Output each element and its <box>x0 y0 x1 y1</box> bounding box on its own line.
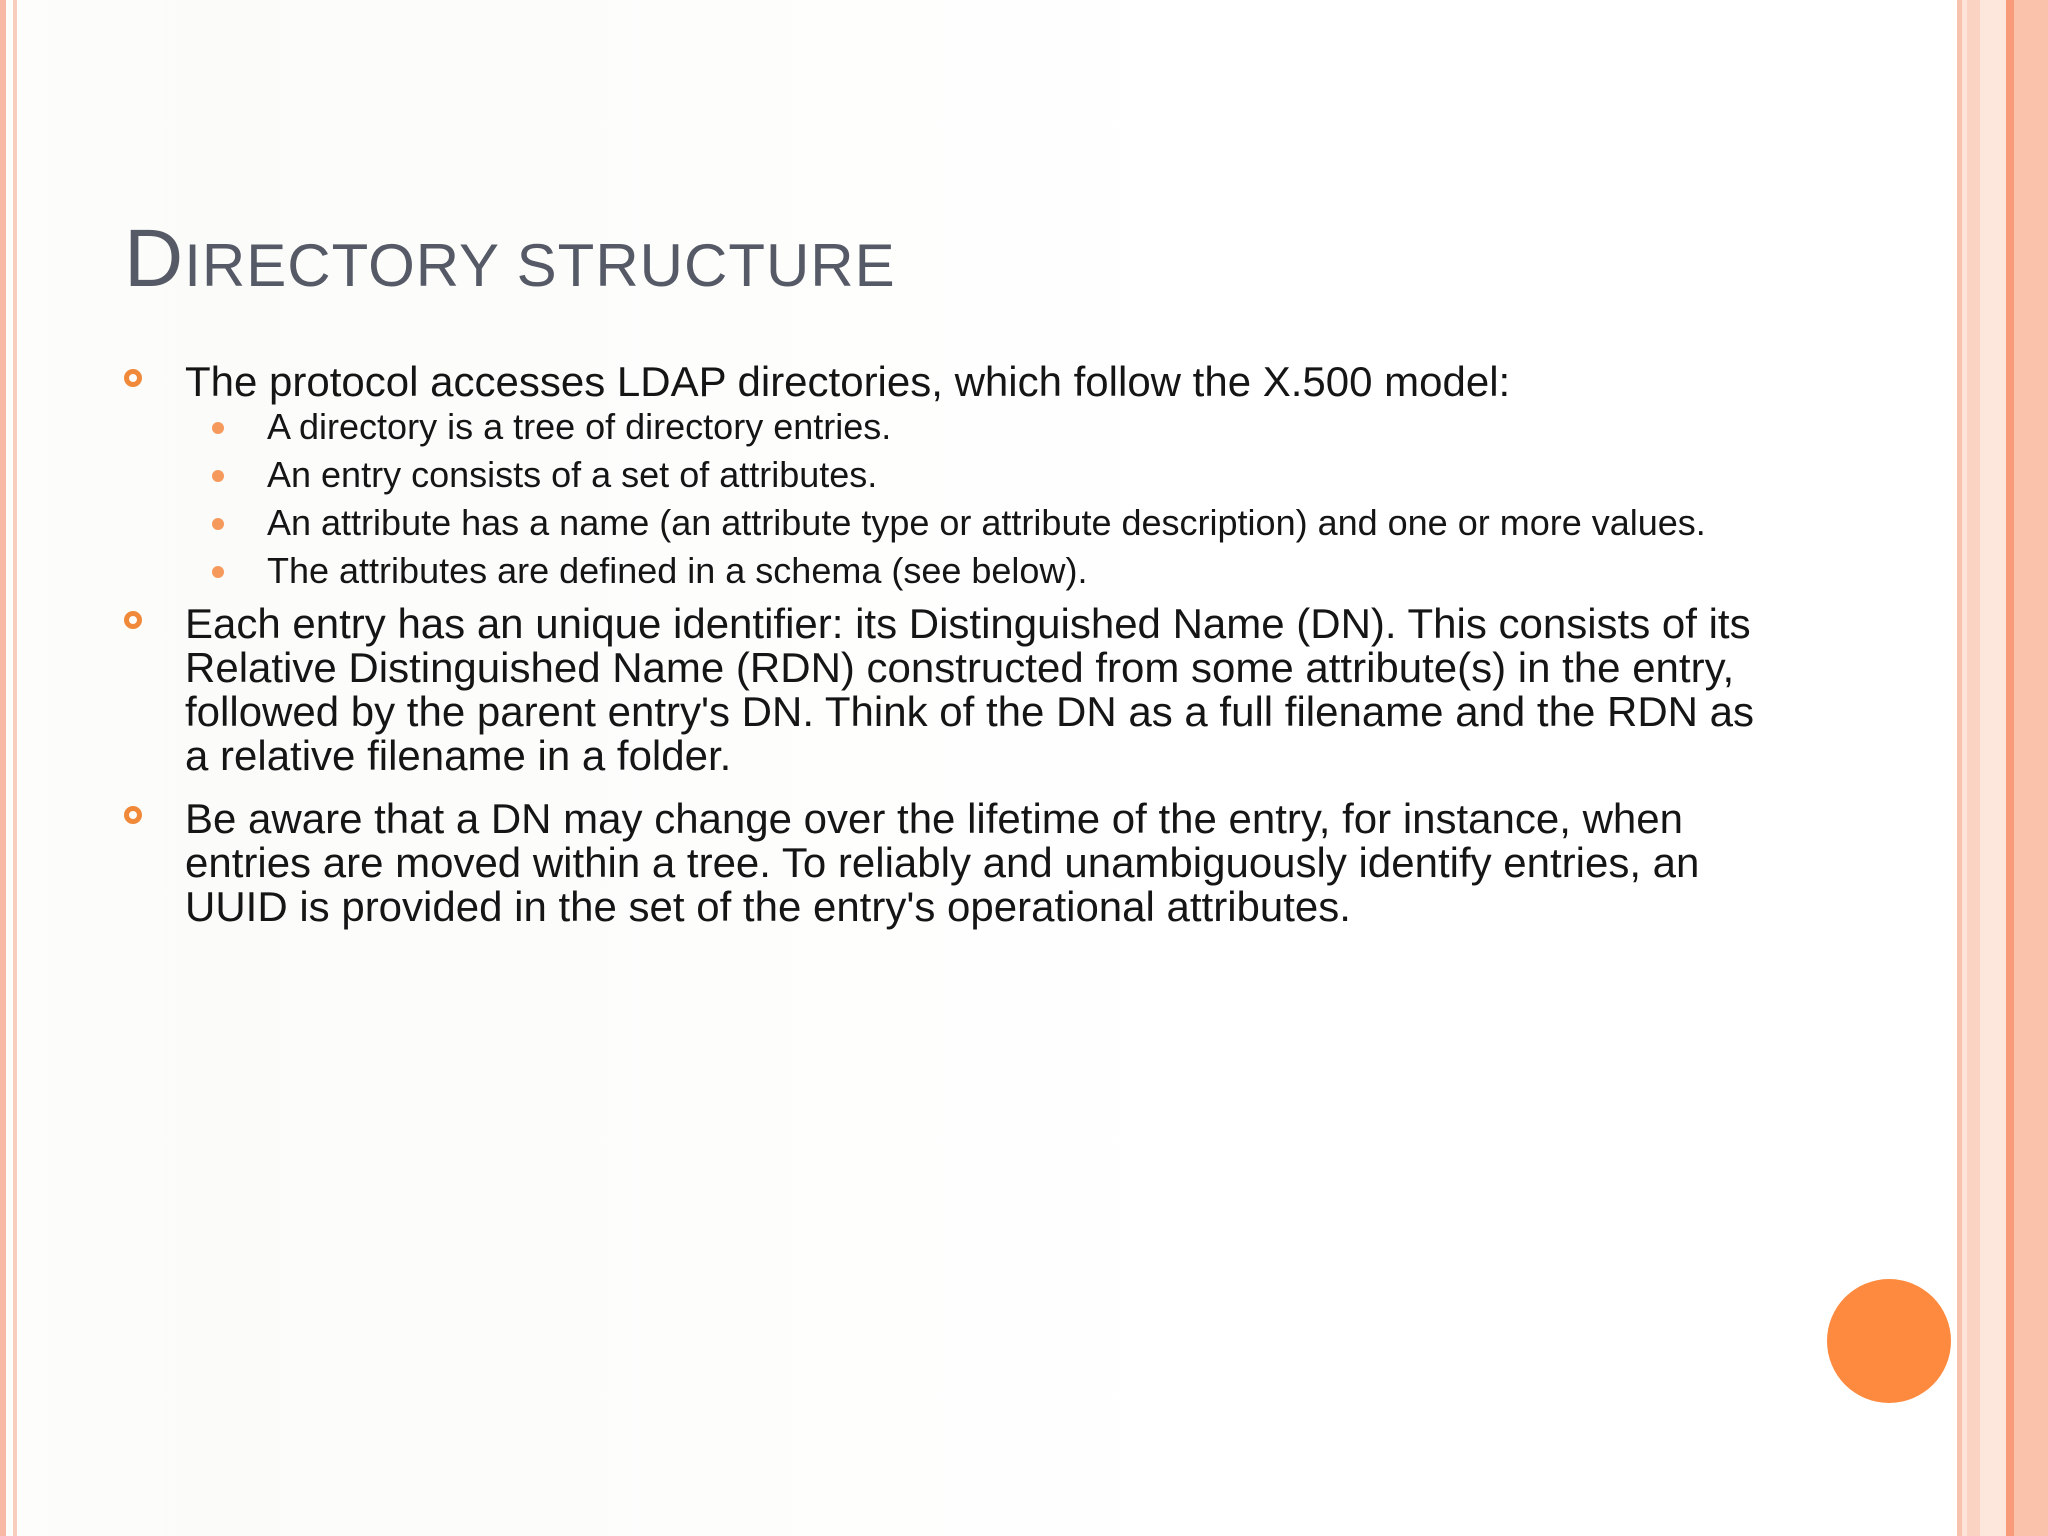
dot-bullet-icon <box>212 566 224 578</box>
dot-bullet-icon <box>212 470 224 482</box>
title-initial: D <box>124 213 185 304</box>
sub-bullet-item <box>124 408 1764 446</box>
bullet-item <box>124 360 1764 590</box>
sub-bullet-text: The attributes are defined in a schema (see below). <box>267 550 1088 591</box>
ring-bullet-icon <box>124 806 142 824</box>
slide-body <box>124 360 1764 929</box>
sub-bullet-list <box>185 408 1764 590</box>
right-stripe <box>2014 0 2048 1536</box>
bullet-text: Be aware that a DN may change over the lifetime of the entry, for instance, when entries are moved within a tree. To reliably and unambiguously identify entries, an UUID is provided in the set of the entry's operational attributes. <box>185 795 1700 930</box>
sub-bullet-text: A directory is a tree of directory entries. <box>267 406 892 447</box>
sub-bullet-item <box>124 504 1764 542</box>
dot-bullet-icon <box>212 422 224 434</box>
dot-bullet-icon <box>212 518 224 530</box>
right-stripe <box>1980 0 2006 1536</box>
decorative-circle <box>1827 1279 1951 1403</box>
bullet-item <box>124 797 1764 929</box>
ring-bullet-icon <box>124 611 142 629</box>
bullet-text: The protocol accesses LDAP directories, which follow the X.500 model: <box>185 358 1511 405</box>
bullet-item <box>124 602 1764 778</box>
bullet-text: Each entry has an unique identifier: its Distinguished Name (DN). This consists of its Relative Distinguished Name (RDN) constructed from some attribute(s) in the entry, followed by the parent entry's DN. Think of the DN as a full filename and the RDN as a relative filename in a folder. <box>185 600 1755 779</box>
left-border-line-inner <box>13 0 17 1536</box>
right-stripe <box>2006 0 2014 1536</box>
ring-bullet-icon <box>124 369 142 387</box>
slide-title <box>124 212 896 306</box>
sub-bullet-item <box>124 552 1764 590</box>
sub-bullet-text: An entry consists of a set of attributes. <box>267 454 878 495</box>
title-rest: IRECTORY STRUCTURE <box>184 232 896 299</box>
right-stripe <box>1967 0 1980 1536</box>
sub-bullet-text: An attribute has a name (an attribute type or attribute description) and one or more values. <box>267 502 1706 543</box>
left-border-line <box>0 0 6 1536</box>
sub-bullet-item <box>124 456 1764 494</box>
